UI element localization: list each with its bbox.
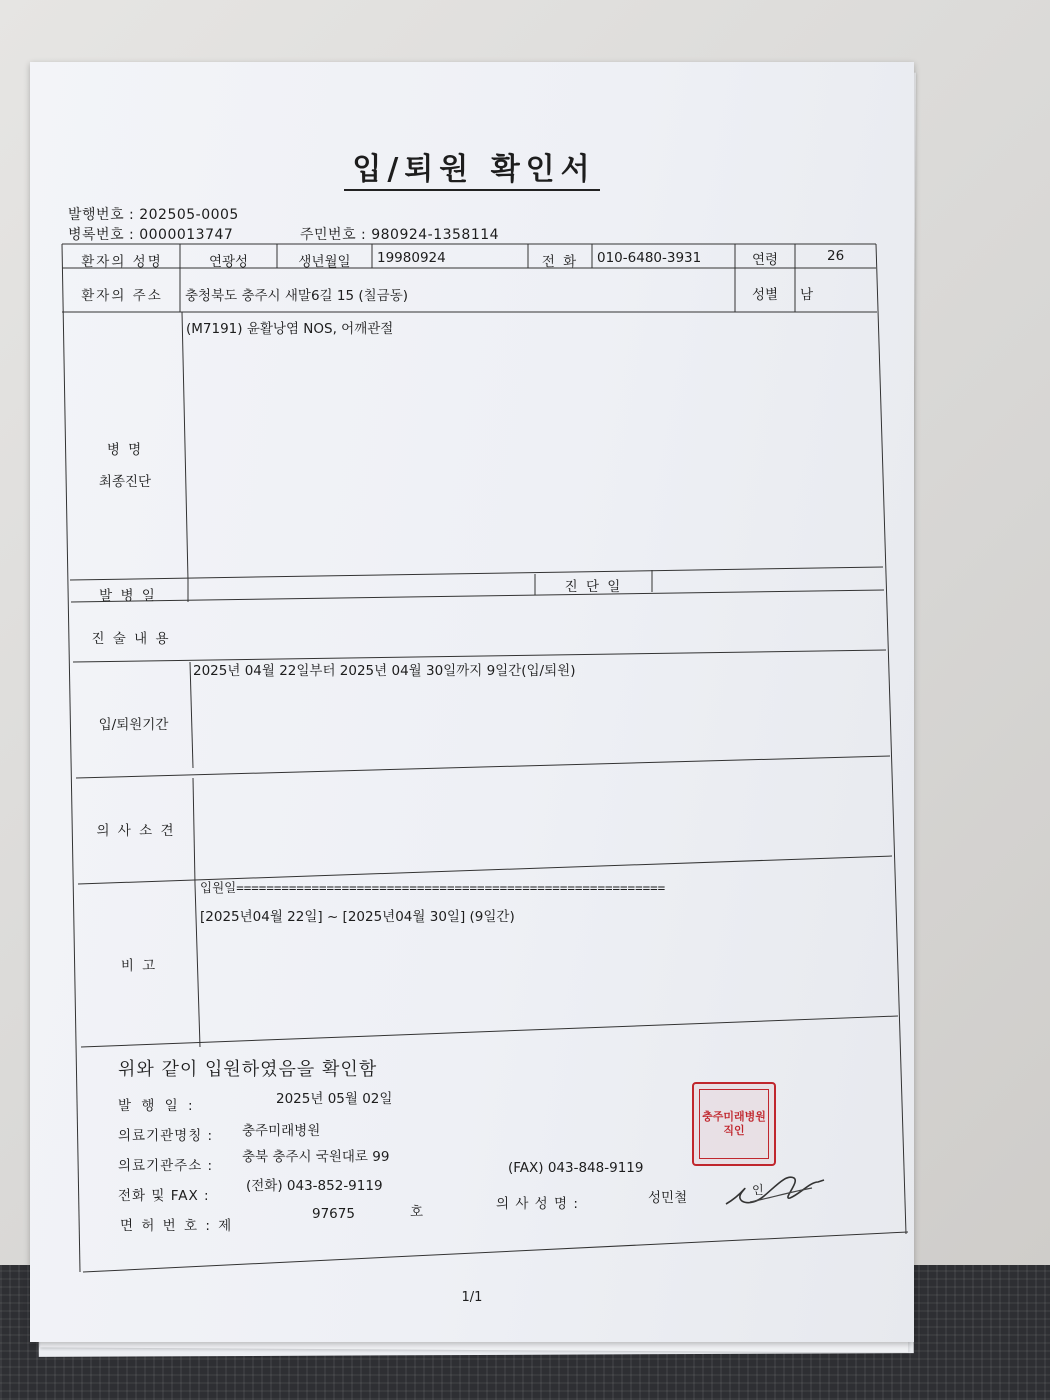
diagnosis-date-label: 진 단 일 — [564, 579, 623, 595]
diagnosis-text: (M7191) 윤활낭염 NOS, 어깨관절 — [186, 321, 394, 337]
statement-label: 진 술 내 용 — [91, 631, 171, 647]
patient-address-label: 환자의 주소 — [81, 288, 163, 304]
institution-address-value: 충북 충주시 국원대로 99 — [242, 1149, 390, 1165]
onset-date-label: 발 병 일 — [99, 588, 157, 604]
resident-number: 주민번호 : 980924-1358114 — [300, 227, 500, 243]
age-value: 26 — [827, 248, 845, 264]
final-diagnosis-label: 최종진단 — [98, 474, 152, 490]
institution-name-value: 충주미래병원 — [242, 1123, 321, 1139]
relation-label: 연광성 — [208, 254, 249, 270]
issue-date-label: 발 행 일 : — [118, 1098, 196, 1114]
tel-fax-label: 전화 및 FAX : — [118, 1188, 210, 1204]
doctor-name-value: 성민철 — [648, 1190, 688, 1206]
seal-mark: 인 — [752, 1183, 764, 1197]
issue-date-value: 2025년 05월 02일 — [276, 1091, 393, 1107]
phone-value: 010-6480-3931 — [597, 250, 702, 266]
issue-number: 발행번호 : 202505-0005 — [68, 207, 239, 223]
certificate-page — [30, 62, 914, 1342]
license-number: 97675 — [312, 1206, 355, 1222]
admission-period-text: 2025년 04월 22일부터 2025년 04월 30일까지 9일간(입/퇴원) — [193, 663, 576, 679]
license-label: 면 허 번 호 : 제 — [120, 1218, 234, 1234]
doctor-signature — [720, 1152, 830, 1222]
phone-label: 전 화 — [541, 254, 579, 270]
birth-label: 생년월일 — [298, 254, 351, 270]
age-label: 연령 — [751, 252, 779, 268]
patient-name-label: 환자의 성명 — [81, 254, 163, 270]
institution-address-label: 의료기관주소 : — [118, 1158, 214, 1174]
institution-name-label: 의료기관명칭 : — [118, 1128, 214, 1144]
remarks-line-2: [2025년04월 22일] ~ [2025년04월 30일] (9일간) — [200, 909, 515, 925]
fax-value: (FAX) 043-848-9119 — [508, 1160, 644, 1176]
document-title: 입/퇴원 확인서 — [30, 144, 914, 188]
admission-period-label: 입/퇴원기간 — [98, 717, 169, 733]
chart-number: 병록번호 : 0000013747 — [68, 227, 234, 243]
remarks-label: 비 고 — [120, 958, 158, 974]
doctor-opinion-label: 의 사 소 견 — [96, 823, 176, 839]
remarks-line-1: 입원일========================================================= — [200, 880, 666, 895]
page-number: 1/1 — [461, 1290, 483, 1305]
disease-name-label: 병 명 — [106, 442, 144, 458]
doctor-name-label: 의 사 성 명 : — [496, 1196, 579, 1212]
sex-label: 성별 — [751, 287, 779, 303]
hospital-seal-text: 충주미래병원직인 — [699, 1089, 769, 1159]
license-suffix: 호 — [410, 1204, 424, 1220]
confirmation-statement: 위와 같이 입원하였음을 확인함 — [118, 1059, 378, 1080]
sex-value: 남 — [800, 287, 814, 303]
patient-address-value: 충청북도 충주시 새말6길 15 (칠금동) — [185, 288, 408, 304]
birth-value: 19980924 — [377, 250, 446, 266]
tel-value: (전화) 043-852-9119 — [246, 1178, 383, 1194]
